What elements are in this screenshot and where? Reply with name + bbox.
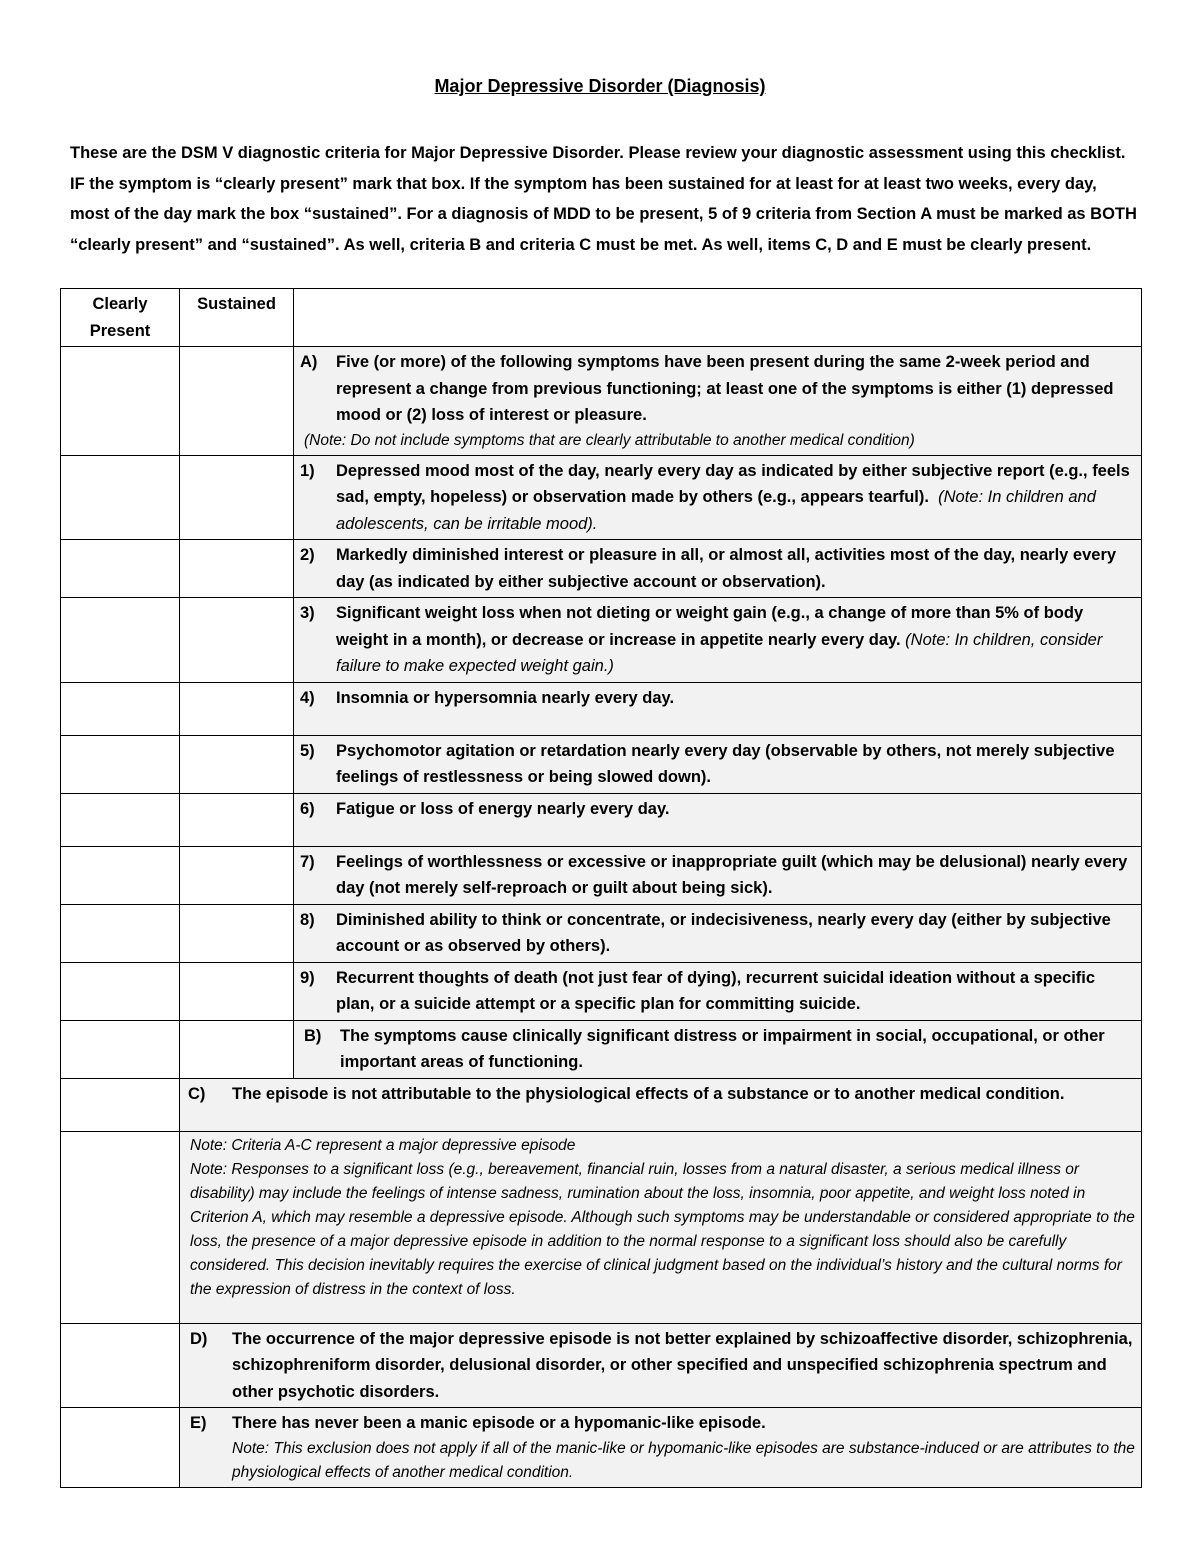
clearly-present-checkbox-d[interactable]	[61, 1323, 180, 1408]
criterion-a-note: (Note: Do not include symptoms that are clearly attributable to another medical condition)	[304, 431, 915, 449]
sustained-checkbox-2[interactable]	[180, 540, 294, 598]
criterion-e-row	[61, 1408, 1142, 1488]
note-significant-loss: Note: Responses to a significant loss (e.g., bereavement, financial ruin, losses from a natural disaster, a serious medical illness or disability) may include the feelings of intense sadness, rumination about the loss, insomnia, poor appetite, and weight loss noted in Criterion A, which may resemble a depressive episode. Although such symptoms may be understandable or considered appropriate to the loss, the presence of a major depressive episode in addition to the normal response to a significant loss should also be carefully considered. This decision inevitably requires the exercise of clinical judgment based on the individual’s history and the cultural norms for the expression of distress in the context of loss.	[190, 1160, 1135, 1298]
sustained-checkbox-5[interactable]	[180, 735, 294, 793]
symptom-text: Diminished ability to think or concentrate, or indecisiveness, nearly every day (either by subjective account or as observed by others).	[336, 910, 1111, 955]
header-sustained: Sustained	[180, 289, 294, 347]
criterion-a-text: Five (or more) of the following symptoms have been present during the same 2-week period and represent a change from previous functioning; at least one of the symptoms is either (1) depressed mood or (2) loss of interest or pleasure.	[336, 353, 1114, 424]
symptom-row-1	[61, 455, 1142, 540]
clearly-present-checkbox-9[interactable]	[61, 962, 180, 1020]
intro-paragraph: These are the DSM V diagnostic criteria for Major Depressive Disorder. Please review your diagnostic assessment using this checklist. IF the symptom is “clearly present” mark that box. If the symptom has been sustained for at least for at least two weeks, every day, most of the day mark the box “sustained”. For a diagnosis of MDD to be present, 5 of 9 criteria from Section A must be marked as BOTH “clearly present” and “sustained”. As well, criteria B and criteria C must be met. As well, items C, D and E must be clearly present.	[70, 144, 1137, 254]
clearly-present-checkbox-a[interactable]	[61, 347, 180, 456]
criterion-a-row	[61, 347, 1142, 456]
criterion-c-row	[61, 1078, 1142, 1131]
clearly-present-checkbox-3[interactable]	[61, 598, 180, 683]
symptom-row-8	[61, 904, 1142, 962]
sustained-checkbox-9[interactable]	[180, 962, 294, 1020]
criteria-checklist-table	[60, 288, 1142, 1488]
sustained-checkbox-7[interactable]	[180, 846, 294, 904]
clearly-present-checkbox-6[interactable]	[61, 793, 180, 846]
clearly-present-checkbox-b[interactable]	[61, 1020, 180, 1078]
symptom-text: Significant weight loss when not dieting or weight gain (e.g., a change of more than 5% of body weight in a month), or decrease or increase in appetite nearly every day.	[336, 604, 1084, 649]
symptom-number: 9)	[300, 968, 315, 987]
clearly-present-checkbox-8[interactable]	[61, 904, 180, 962]
header-row	[61, 289, 1142, 347]
symptom-number: 8)	[300, 910, 315, 929]
symptom-row-9	[61, 962, 1142, 1020]
symptom-note: (Note: In children, consider failure to make expected weight gain.)	[336, 630, 1103, 675]
sustained-checkbox-8[interactable]	[180, 904, 294, 962]
symptom-text: Feelings of worthlessness or excessive or inappropriate guilt (which may be delusional) nearly every day (not merely self-reproach or guilt about being sick).	[336, 852, 1128, 897]
symptom-row-4	[61, 682, 1142, 735]
criterion-d-row	[61, 1323, 1142, 1408]
criterion-d-label: D)	[190, 1329, 208, 1348]
criterion-c-label: C)	[188, 1084, 206, 1103]
sustained-checkbox-4[interactable]	[180, 682, 294, 735]
symptom-text: Psychomotor agitation or retardation nearly every day (observable by others, not merely subjective feelings of restlessness or being slowed down).	[336, 741, 1115, 786]
symptom-number: 1)	[300, 461, 315, 480]
criterion-e-label: E)	[190, 1414, 207, 1432]
clearly-present-checkbox-7[interactable]	[61, 846, 180, 904]
criterion-d-text: The occurrence of the major depressive episode is not better explained by schizoaffective disorder, schizophrenia, schizophreniform disorder, delusional disorder, or other specified and unspecified schizophrenia spectrum and other psychotic disorders.	[232, 1329, 1133, 1401]
symptom-text: Recurrent thoughts of death (not just fear of dying), recurrent suicidal ideation without a specific plan, or a suicide attempt or a specific plan for committing suicide.	[336, 968, 1096, 1013]
clearly-present-checkbox-c[interactable]	[61, 1078, 180, 1131]
criterion-a-label: A)	[300, 353, 318, 371]
criterion-c-text: The episode is not attributable to the physiological effects of a substance or to another medical condition.	[232, 1084, 1065, 1103]
sustained-checkbox-3[interactable]	[180, 598, 294, 683]
clearly-present-checkbox-4[interactable]	[61, 682, 180, 735]
symptom-row-5	[61, 735, 1142, 793]
criterion-b-row	[61, 1020, 1142, 1078]
symptom-number: 2)	[300, 546, 315, 564]
symptom-number: 4)	[300, 688, 315, 707]
notes-blank-cell	[61, 1131, 180, 1323]
symptom-row-6	[61, 793, 1142, 846]
symptom-note: (Note: In children and adolescents, can be irritable mood).	[336, 488, 1096, 533]
symptom-row-7	[61, 846, 1142, 904]
note-criteria-a-c: Note: Criteria A-C represent a major depressive episode	[190, 1136, 576, 1154]
sustained-checkbox-6[interactable]	[180, 793, 294, 846]
criterion-b-text: The symptoms cause clinically significant distress or impairment in social, occupational, or other important areas of functioning.	[340, 1026, 1105, 1071]
symptom-row-3	[61, 598, 1142, 683]
criterion-b-label: B)	[304, 1026, 322, 1045]
criterion-e-text: There has never been a manic episode or a hypomanic-like episode.	[232, 1414, 766, 1432]
symptom-number: 3)	[300, 604, 315, 622]
clearly-present-checkbox-2[interactable]	[61, 540, 180, 598]
sustained-checkbox-1[interactable]	[180, 455, 294, 540]
symptom-number: 6)	[300, 799, 315, 818]
clearly-present-checkbox-e[interactable]	[61, 1408, 180, 1488]
symptom-text: Insomnia or hypersomnia nearly every day.	[336, 688, 675, 707]
notes-row	[61, 1131, 1142, 1323]
header-blank	[294, 289, 1142, 347]
sustained-checkbox-b[interactable]	[180, 1020, 294, 1078]
header-clearly-present: Clearly Present	[61, 289, 180, 347]
symptom-number: 5)	[300, 741, 315, 760]
symptom-row-2	[61, 540, 1142, 598]
symptom-text: Depressed mood most of the day, nearly every day as indicated by either subjective report (e.g., feels sad, empty, hopeless) or observation made by others (e.g., appears tearful).	[336, 461, 1130, 506]
symptom-text: Markedly diminished interest or pleasure in all, or almost all, activities most of the day, nearly every day (as indicated by either subjective account or observation).	[336, 546, 1117, 591]
symptom-text: Fatigue or loss of energy nearly every day.	[336, 799, 670, 818]
clearly-present-checkbox-1[interactable]	[61, 455, 180, 540]
clearly-present-checkbox-5[interactable]	[61, 735, 180, 793]
criterion-e-note: Note: This exclusion does not apply if all of the manic-like or hypomanic-like episodes are substance-induced or are attributes to the physiological effects of another medical condition.	[232, 1439, 1135, 1481]
page-title: Major Depressive Disorder (Diagnosis)	[434, 76, 766, 96]
sustained-checkbox-a[interactable]	[180, 347, 294, 456]
symptom-number: 7)	[300, 852, 315, 871]
